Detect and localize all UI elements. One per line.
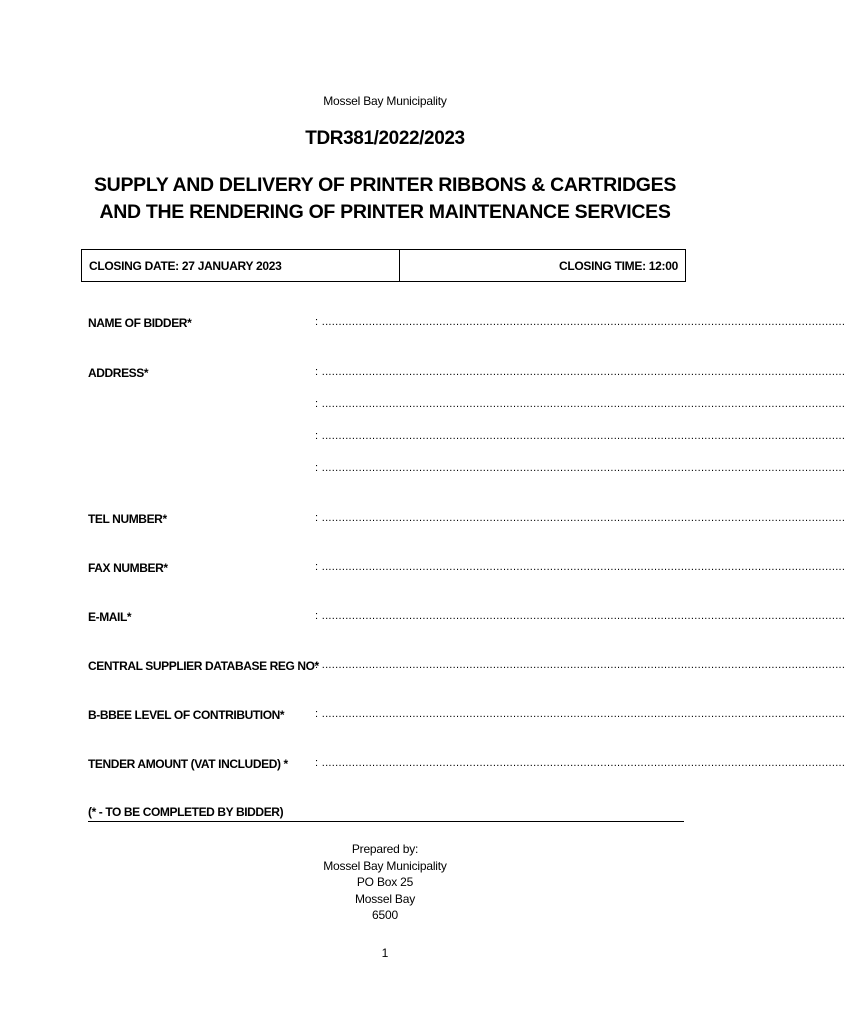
csd-reg-no-label: CENTRAL SUPPLIER DATABASE REG NO* [88,659,319,673]
divider-line [88,821,684,822]
prepared-by-box: PO Box 25 [356,875,414,889]
closing-time: CLOSING TIME: 12:00 [559,258,678,273]
fax-number-label: FAX NUMBER* [88,561,168,575]
prepared-by-code: 6500 [372,908,398,922]
bbbee-level-label: B-BBEE LEVEL OF CONTRIBUTION* [88,708,285,722]
tender-title [60,172,710,226]
address-line-1[interactable]: : ............................................................................................................................................................ [315,366,845,378]
email-line[interactable]: : ............................................................................................................................................................ [315,610,845,622]
tel-number-label: TEL NUMBER* [88,512,167,526]
name-of-bidder-label: NAME OF BIDDER* [88,316,192,330]
tender-amount-line[interactable]: : ............................................................................................................................................................ [315,757,845,769]
prepared-by-block [0,841,770,924]
prepared-by-heading: Prepared by: [351,842,419,856]
closing-date: CLOSING DATE: 27 JANUARY 2023 [82,250,400,281]
address-line-3[interactable]: : ............................................................................................................................................................ [315,430,845,442]
page-number: 1 [381,946,389,960]
address-line-4[interactable]: : ............................................................................................................................................................ [315,462,845,474]
tender-amount-label: TENDER AMOUNT (VAT INCLUDED) * [88,757,288,771]
closing-info-table [81,249,686,282]
tender-number: TDR381/2022/2023 [305,128,465,149]
organization-name: Mossel Bay Municipality [323,94,447,108]
tender-title-line-2: AND THE RENDERING OF PRINTER MAINTENANCE SERVICES [99,201,671,223]
address-line-2[interactable]: : ............................................................................................................................................................ [315,398,845,410]
csd-reg-no-line[interactable]: : ............................................................................................................................................................ [315,659,845,671]
completion-note: (* - TO BE COMPLETED BY BIDDER) [88,805,284,819]
prepared-by-town: Mossel Bay [354,891,416,906]
tel-number-line[interactable]: : ............................................................................................................................................................ [315,512,845,524]
email-label: E-MAIL* [88,610,132,624]
fax-number-line[interactable]: : ............................................................................................................................................................ [315,561,845,573]
name-of-bidder-line[interactable]: : ............................................................................................................................................................ [315,316,845,328]
tender-title-line-1: SUPPLY AND DELIVERY OF PRINTER RIBBONS & CARTRIDGES [93,174,677,196]
prepared-by-org: Mossel Bay Municipality [323,858,447,873]
bbbee-level-line[interactable]: : ............................................................................................................................................................ [315,708,845,720]
address-label: ADDRESS* [88,366,149,380]
